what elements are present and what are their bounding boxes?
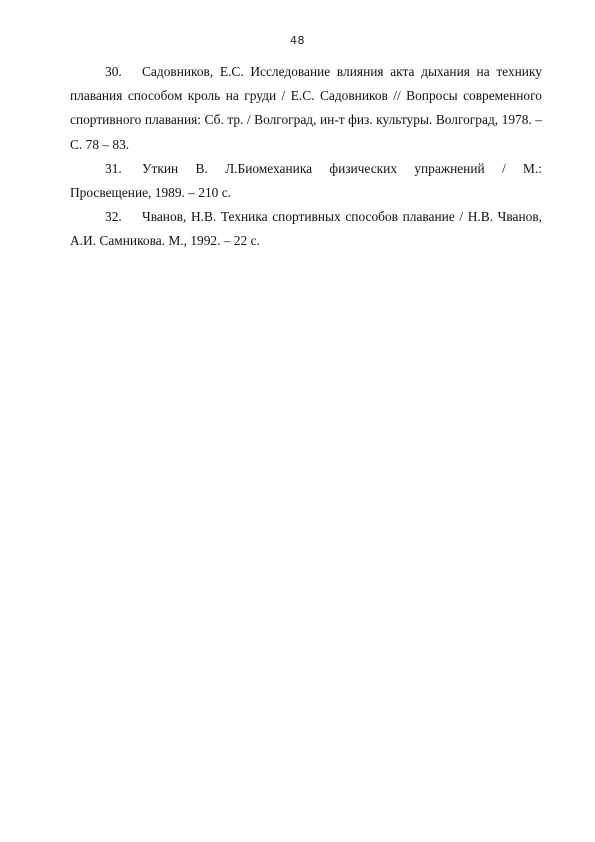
page-number: 48: [290, 34, 305, 47]
reference-item-30: [70, 60, 542, 157]
reference-number: 32.: [105, 209, 122, 225]
reference-list: [70, 60, 542, 254]
reference-text: Садовников, Е.С. Исследование влияния акта дыхания на технику плавания способом кроль на груди / Е.С. Садовников // Вопросы современного спортивного плавания: Сб. тр. / Волгоград, ин-т физ. культуры. Волгоград, 1978. – С. 78 – 83.: [70, 64, 542, 152]
reference-number: 31.: [105, 160, 122, 176]
reference-text: Чванов, Н.В. Техника спортивных способов плавание / Н.В. Чванов, А.И. Самникова. М., 1992. – 22 с.: [70, 209, 542, 249]
reference-item-32: [70, 205, 542, 253]
reference-text: Уткин В. Л.Биомеханика физических упражнений / М.: Просвещение, 1989. – 210 с.: [70, 160, 542, 201]
reference-number: 30.: [105, 64, 122, 79]
reference-item-31: [70, 157, 542, 205]
